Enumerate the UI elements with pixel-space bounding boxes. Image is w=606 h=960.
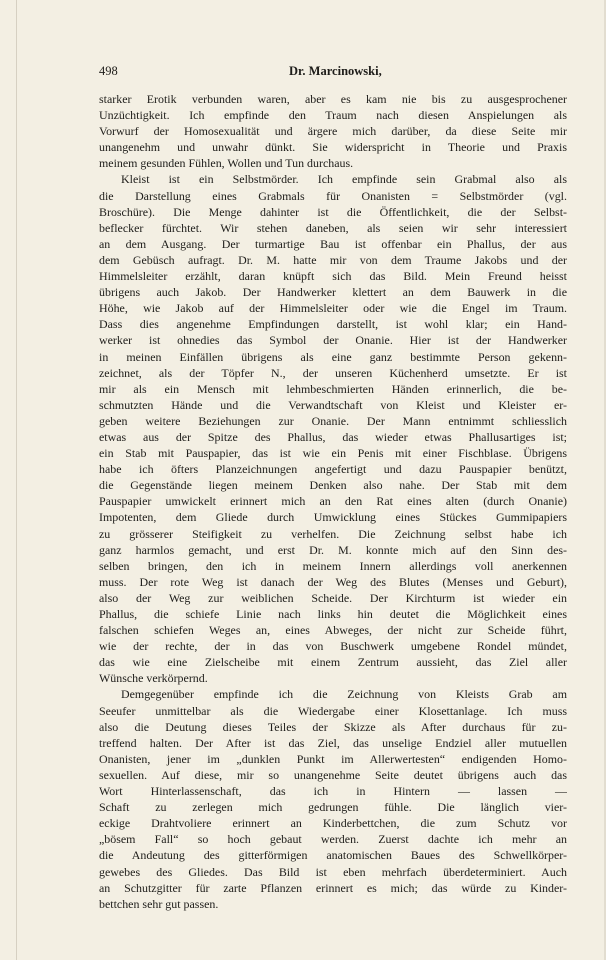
text-line: also der Weg zur weiblichen Scheide. Der Kirchturm ist wieder ein (99, 590, 567, 605)
text-line: habe ich öfters Planzeichnungen angefertigt und dazu Pauspapier benützt, (99, 462, 567, 477)
page-header (99, 64, 567, 80)
text-line: das wie eine Zielscheibe mit einem Zentrum aussieht, das Ziel aller (99, 655, 567, 670)
text-line: dem Gebüsch aufragt. Dr. M. hatte mir von dem Traume Jakobs und der (99, 252, 567, 267)
text-line: muss. Der rote Weg ist danach der Weg des Blutes (Menses und Geburt), (99, 574, 567, 589)
text-line: „bösem Fall“ so hoch gebaut werden. Zuerst dachte ich mehr an (99, 832, 567, 847)
text-line: Vorwurf der Homosexualität und ärgere mich darüber, da diese Seite mir (99, 124, 567, 139)
text-line: Onanisten, jener im „dunklen Punkt im Allerwertesten“ endigenden Homo- (99, 751, 567, 766)
text-line: übrigens auch Jakob. Der Handwerker klettert an dem Bauwerk in die (99, 285, 567, 300)
text-line: die Darstellung eines Grabmals für Onanisten = Selbstmörder (vgl. (99, 188, 567, 203)
text-line: bettchen sehr gut passen. (99, 896, 219, 911)
text-line: werker ist ohnedies das Symbol der Onanie. Hier ist der Handwerker (99, 333, 567, 348)
text-line: Wünsche verkörpernd. (99, 671, 208, 686)
paragraph (99, 171, 567, 686)
text-line: sexuellen. Auf diese, mir so unangenehme Seite deutet übrigens auch das (99, 767, 567, 782)
text-line: mir als ein Mensch mit lehmbeschmierten Händen erinnerlich, die be- (99, 381, 567, 396)
text-line: Phallus, die schiefe Linie nach links hin deutet die Möglichkeit eines (99, 607, 567, 621)
text-line: falschen schiefen Weges an, eines Abweges, der nicht zur Scheide führt, (99, 623, 567, 638)
text-line: zu grösserer Steifigkeit zu verhelfen. Die Zeichnung selbst habe ich (99, 526, 567, 541)
text-line: treffend halten. Der After ist das Ziel, das unselige Endziel aller mutuellen (99, 735, 567, 750)
text-line: Kleist ist ein Selbstmörder. Ich empfinde sein Grabmal also als (121, 172, 567, 187)
text-line: zeichnet, als der Töpfer N., der unseren Küchenherd umsetzte. Er ist (99, 365, 567, 380)
text-line: ganz harmlos gemacht, und erst Dr. M. konnte mich auf den Sinn des- (99, 542, 567, 557)
text-line: an Schutzgitter für zarte Pflanzen erinnert es mich; das würde zu Kinder- (99, 880, 567, 895)
page-number: 498 (99, 64, 118, 78)
text-line: Unzüchtigkeit. Ich empfinde den Traum nach diesen Anspielungen als (99, 108, 567, 123)
text-line: Broschüre). Die Menge dahinter ist die Öffentlichkeit, die der Selbst- (99, 204, 567, 219)
body-text (99, 91, 567, 912)
text-line: Demgegenüber empfinde ich die Zeichnung von Kleists Grab am (121, 687, 567, 702)
text-line: in meinen Einfällen übrigens als eine ganz bestimmte Person gekenn- (99, 349, 567, 364)
text-line: meinem gesunden Fühlen, Wollen und Tun durchaus. (99, 156, 354, 171)
text-line: Höhe, wie Jakob auf der Himmelsleiter oder wie die Engel im Traum. (99, 301, 567, 316)
text-line: die Andeutung des gitterförmigen anatomischen Baues des Schwellkörper- (99, 848, 567, 863)
text-line: starker Erotik verbunden waren, aber es kam nie bis zu ausgesprochener (99, 92, 567, 106)
text-line: Himmelsleiter erzählt, daran knüpft sich das Bild. Mein Freund heisst (99, 269, 567, 284)
text-line: gewebes des Gliedes. Das Bild ist eben mehrfach überdeterminiert. Auch (99, 864, 567, 879)
page-edge-line (16, 0, 17, 960)
text-line: Impotenten, dem Gliede durch Umwicklung eines Stückes Gummipapiers (99, 510, 567, 525)
text-line: die Gegenstände liegen meinem Denken also nahe. Der Stab mit dem (99, 478, 567, 493)
text-line: Seeufer unmittelbar als die Wiedergabe einer Klosettanlage. Ich muss (99, 703, 567, 718)
text-line: also die Deutung dieses Teiles der Skizze als After durchaus für zu- (99, 719, 567, 734)
text-line: eckige Drahtvoliere erinnert an Kinderbettchen, die zum Schutz vor (99, 816, 567, 831)
paragraph (99, 91, 567, 171)
text-line: an dem Ausgang. Der turmartige Bau ist offenbar ein Phallus, der aus (99, 236, 567, 251)
text-line: etwas aus der Spitze des Phallus, das wieder etwas Phallusartiges ist; (99, 429, 567, 444)
text-line: geben weitere Beziehungen zur Onanie. Der Mann entnimmt schliesslich (99, 413, 567, 428)
text-line: wie der rechte, der in das von Buschwerk umgebene Rondel mündet, (99, 639, 567, 654)
text-line: ein Stab mit Pauspapier, das ist wie ein Penis mit einer Fischblase. Übrigens (99, 446, 567, 461)
running-head: Dr. Marcinowski, (289, 64, 382, 78)
text-line: Pauspapier umwickelt erinnert mich an den Rat eines alten (durch Onanie) (99, 494, 567, 509)
text-line: schmutzten Hände und die Verwandtschaft von Kleist und Kleister er- (99, 397, 567, 412)
text-line: Schaft zu zerlegen mich gedrungen fühle. Die länglich vier- (99, 800, 567, 815)
text-line: Dass dies angenehme Empfindungen darstellt, ist wohl klar; ein Hand- (99, 317, 567, 332)
paragraph (99, 686, 567, 911)
text-line: selben bringen, den ich in meinem Innern allerdings voll anerkennen (99, 558, 567, 573)
text-line: Wort Hinterlassenschaft, das ich in Hintern — lassen — (99, 784, 567, 799)
text-line: beflecker fürchtet. Wir stehen daneben, als seien wir sehr interessiert (99, 220, 567, 235)
text-line: unangenehm und unwahr dünkt. Sie widerspricht in Theorie und Praxis (99, 140, 567, 155)
